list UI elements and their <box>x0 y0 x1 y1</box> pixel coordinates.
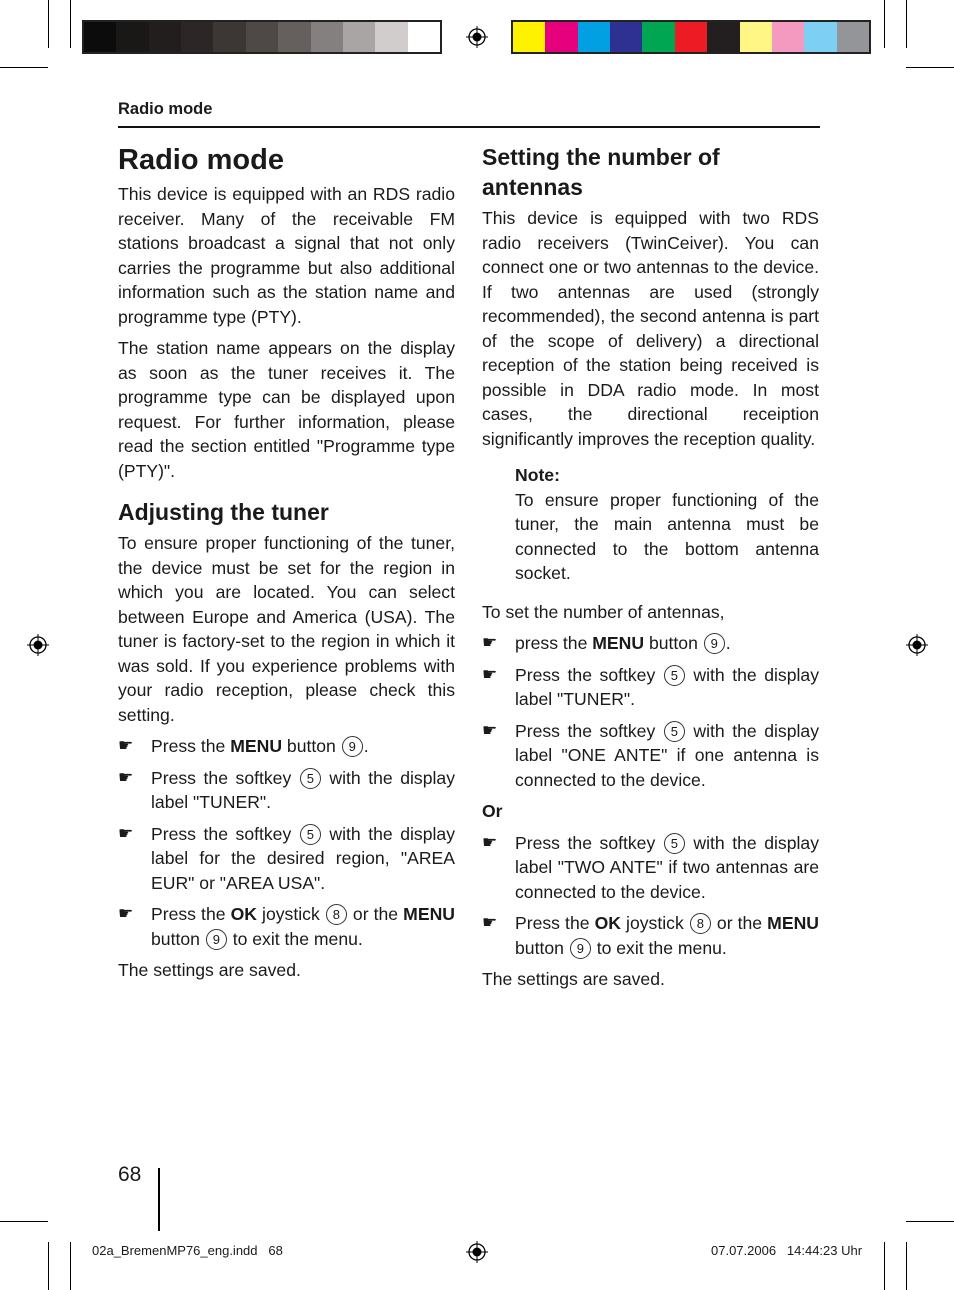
crop-mark <box>70 1242 71 1290</box>
crop-mark <box>884 0 885 48</box>
registration-mark-icon <box>466 1241 488 1263</box>
button-number-badge: 5 <box>664 665 685 686</box>
button-number-badge: 9 <box>206 929 227 950</box>
list-item: ☛ Press the softkey 5 with the display label "TUNER". <box>482 664 819 709</box>
registration-mark-icon <box>27 634 49 656</box>
note-title: Note: <box>515 465 560 485</box>
section-title-antennas: Setting the number of antennas <box>482 144 720 200</box>
crop-mark <box>48 0 49 48</box>
gray-calibration-bar <box>82 20 442 54</box>
note-text: To ensure proper functioning of the tuner, the main antenna must be connected to the bottom antenna socket. <box>515 489 819 583</box>
color-swatch <box>707 22 739 52</box>
gray-swatch <box>375 22 407 52</box>
page-number-rule <box>158 1168 160 1231</box>
color-swatch <box>740 22 772 52</box>
color-swatch <box>513 22 545 52</box>
list-item: ☛ Press the MENU button 9 . <box>118 734 455 759</box>
tuner-steps <box>118 734 455 951</box>
pointing-hand-icon: ☛ <box>118 767 134 787</box>
gray-swatch <box>278 22 310 52</box>
color-swatch <box>642 22 674 52</box>
crop-mark <box>906 1221 954 1222</box>
button-number-badge: 9 <box>342 736 363 757</box>
intro-paragraph: This device is equipped with an RDS radio receiver. Many of the receivable FM stations broadcast a signal that not only carries the programme but also additional information such as the station name and programme type (PTY). <box>118 184 455 327</box>
pointing-hand-icon: ☛ <box>118 736 134 755</box>
left-column <box>118 142 455 990</box>
gray-swatch <box>149 22 181 52</box>
antenna-steps <box>482 631 819 792</box>
color-swatch <box>837 22 869 52</box>
button-number-badge: 5 <box>300 824 321 845</box>
color-swatch <box>578 22 610 52</box>
list-item: ☛ Press the softkey 5 with the display label for the desired region, "AREA EUR" or "AREA USA". <box>118 823 455 893</box>
color-swatch <box>804 22 836 52</box>
crop-mark <box>48 1242 49 1290</box>
color-calibration-bar <box>511 20 871 54</box>
or-separator: Or <box>482 801 503 821</box>
slug-timestamp: 07.07.2006 14:44:23 Uhr <box>711 1243 863 1258</box>
pointing-hand-icon: ☛ <box>482 633 498 652</box>
note-box <box>515 463 819 586</box>
registration-mark-icon <box>906 634 928 656</box>
gray-swatch <box>311 22 343 52</box>
gray-swatch <box>181 22 213 52</box>
antenna-paragraph: This device is equipped with two RDS radio receivers (TwinCeiver). You can connect one or two antennas to the device. If two antennas are used (strongly recommended), the second antenna is part of the scope of delivery) a directional reception of the station being received is possible in DDA radio mode. In most cases, the directional receiption significantly improves the reception quality. <box>482 208 819 449</box>
slug-filename: 02a_BremenMP76_eng.indd 68 <box>92 1243 283 1258</box>
page-number: 68 <box>118 1163 142 1186</box>
crop-mark <box>70 0 71 48</box>
section-title-tuner: Adjusting the tuner <box>118 499 329 525</box>
tuner-paragraph: To ensure proper functioning of the tuner, the device must be set for the region in which you are located. You can select between Europe and America (USA). The tuner is factory-set to the region in which it was sold. If you experience problems with your radio reception, please check this setting. <box>118 533 455 725</box>
color-swatch <box>545 22 577 52</box>
gray-swatch <box>213 22 245 52</box>
registration-mark-icon <box>466 26 488 48</box>
crop-mark <box>0 67 48 68</box>
button-number-badge: 9 <box>704 633 725 654</box>
pointing-hand-icon: ☛ <box>482 664 498 684</box>
gray-swatch <box>246 22 278 52</box>
gray-swatch <box>408 22 440 52</box>
button-number-badge: 5 <box>300 768 321 789</box>
crop-mark <box>906 67 954 68</box>
intro-paragraph: The station name appears on the display as soon as the tuner receives it. The programme type can be displayed upon request. For further information, please read the section entitled "Programme type (PTY)". <box>118 338 455 481</box>
button-number-badge: 5 <box>664 721 685 742</box>
crop-mark <box>906 1242 907 1290</box>
pointing-hand-icon: ☛ <box>482 720 498 740</box>
list-item: ☛ Press the OK joystick 8 or the MENU button 9 to exit the menu. <box>118 904 455 949</box>
button-number-badge: 8 <box>326 904 347 925</box>
crop-mark <box>884 1242 885 1290</box>
list-item: ☛ Press the softkey 5 with the display label "TWO ANTE" if two antennas are connected to the device. <box>482 832 819 902</box>
button-number-badge: 5 <box>664 833 685 854</box>
antenna-steps-alt <box>482 831 819 961</box>
pointing-hand-icon: ☛ <box>118 823 134 843</box>
gray-swatch <box>343 22 375 52</box>
settings-saved: The settings are saved. <box>482 969 665 989</box>
gray-swatch <box>116 22 148 52</box>
page-title: Radio mode <box>118 144 284 176</box>
list-item: ☛ Press the softkey 5 with the display label "ONE ANTE" if one antenna is connected to the device. <box>482 720 819 790</box>
crop-mark <box>906 0 907 48</box>
list-item: ☛ press the MENU button 9 . <box>482 631 819 656</box>
settings-saved: The settings are saved. <box>118 960 301 980</box>
running-header: Radio mode <box>118 100 213 118</box>
crop-mark <box>0 1221 48 1222</box>
button-number-badge: 9 <box>570 938 591 959</box>
pointing-hand-icon: ☛ <box>482 832 498 852</box>
pointing-hand-icon: ☛ <box>482 913 498 932</box>
right-column <box>482 142 819 999</box>
gray-swatch <box>84 22 116 52</box>
button-number-badge: 8 <box>690 913 711 934</box>
color-swatch <box>610 22 642 52</box>
header-rule <box>118 126 820 128</box>
list-item: ☛ Press the softkey 5 with the display label "TUNER". <box>118 767 455 812</box>
list-item: ☛ Press the OK joystick 8 or the MENU button 9 to exit the menu. <box>482 913 819 958</box>
pointing-hand-icon: ☛ <box>118 904 134 923</box>
color-swatch <box>675 22 707 52</box>
color-swatch <box>772 22 804 52</box>
steps-intro: To set the number of antennas, <box>482 601 725 622</box>
